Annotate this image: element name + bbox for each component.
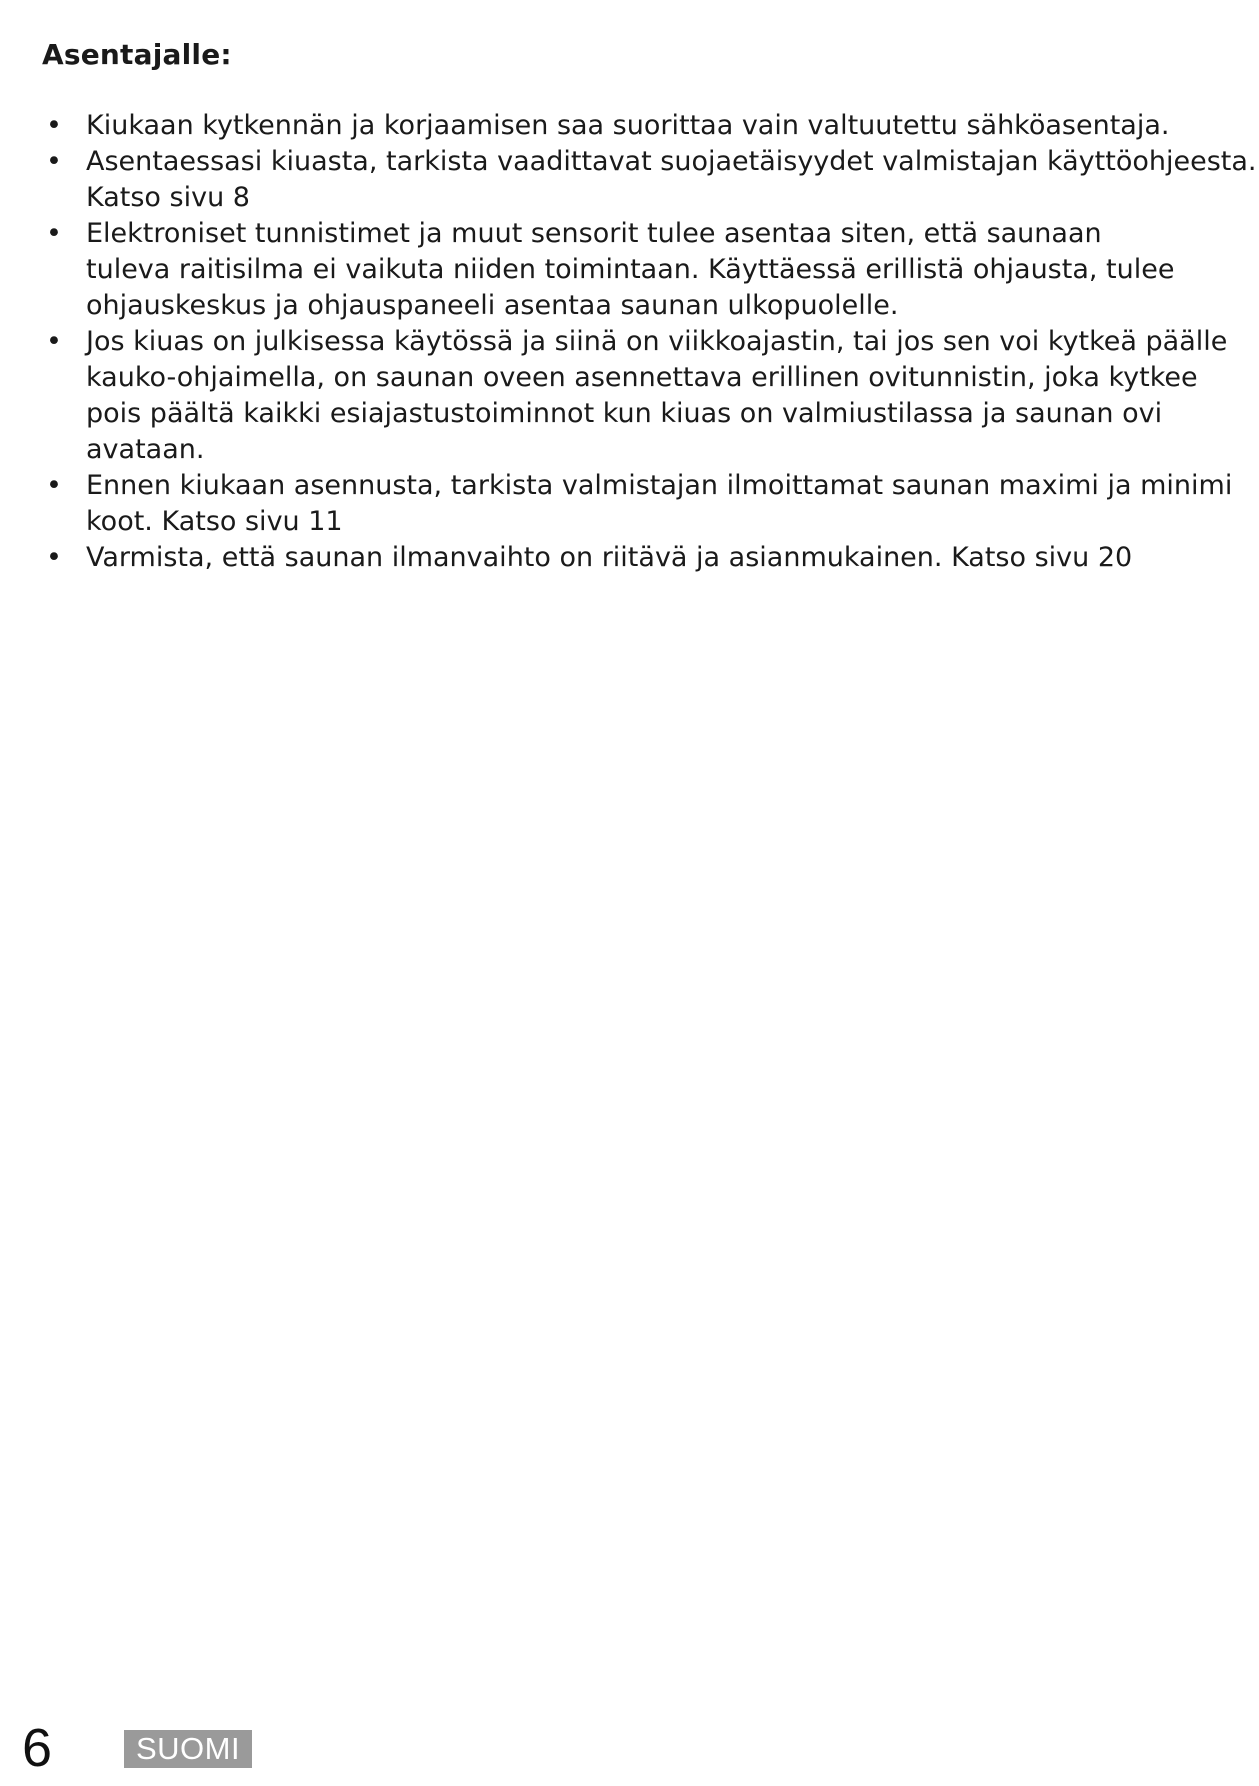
language-badge: SUOMI xyxy=(124,1730,252,1768)
bullet-icon: • xyxy=(46,326,62,357)
section-heading: Asentajalle: xyxy=(42,38,232,71)
installer-instructions-list xyxy=(42,108,1257,576)
list-item xyxy=(42,144,1257,216)
list-item-line: Ennen kiukaan asennusta, tarkista valmistajan ilmoittamat saunan maximi ja minimi xyxy=(86,470,1233,501)
bullet-icon: • xyxy=(46,542,62,573)
list-item-line: Elektroniset tunnistimet ja muut sensorit tulee asentaa siten, että saunaan xyxy=(86,218,1102,249)
list-item-line: Katso sivu 8 xyxy=(86,182,250,213)
list-item-line: Jos kiuas on julkisessa käytössä ja siinä on viikkoajastin, tai jos sen voi kytkeä päälle xyxy=(86,326,1228,357)
list-item xyxy=(42,216,1232,324)
list-item-line: koot. Katso sivu 11 xyxy=(86,506,343,537)
list-item-line: Kiukaan kytkennän ja korjaamisen saa suorittaa vain valtuutettu sähköasentaja. xyxy=(86,110,1170,141)
bullet-icon: • xyxy=(46,110,62,141)
list-item-line: tuleva raitisilma ei vaikuta niiden toimintaan. Käyttäessä erillistä ohjausta, tulee xyxy=(86,254,1175,285)
list-item-line: avataan. xyxy=(86,434,205,465)
list-item-line: kauko-ohjaimella, on saunan oveen asennettava erillinen ovitunnistin, joka kytkee xyxy=(86,362,1198,393)
bullet-icon: • xyxy=(46,146,62,177)
bullet-icon: • xyxy=(46,218,62,249)
bullet-icon: • xyxy=(46,470,62,501)
list-item xyxy=(42,468,1232,540)
page-number: 6 xyxy=(22,1718,53,1778)
list-item-line: ohjauskeskus ja ohjauspaneeli asentaa saunan ulkopuolelle. xyxy=(86,290,899,321)
list-item-line: Asentaessasi kiuasta, tarkista vaadittavat suojaetäisyydet valmistajan käyttöohjeesta. xyxy=(86,146,1257,177)
list-item-line: pois päältä kaikki esiajastustoiminnot kun kiuas on valmiustilassa ja saunan ovi xyxy=(86,398,1163,429)
list-item xyxy=(42,540,1232,576)
list-item-line: Varmista, että saunan ilmanvaihto on riitävä ja asianmukainen. Katso sivu 20 xyxy=(86,542,1133,573)
list-item xyxy=(42,108,1232,144)
list-item xyxy=(42,324,1232,468)
